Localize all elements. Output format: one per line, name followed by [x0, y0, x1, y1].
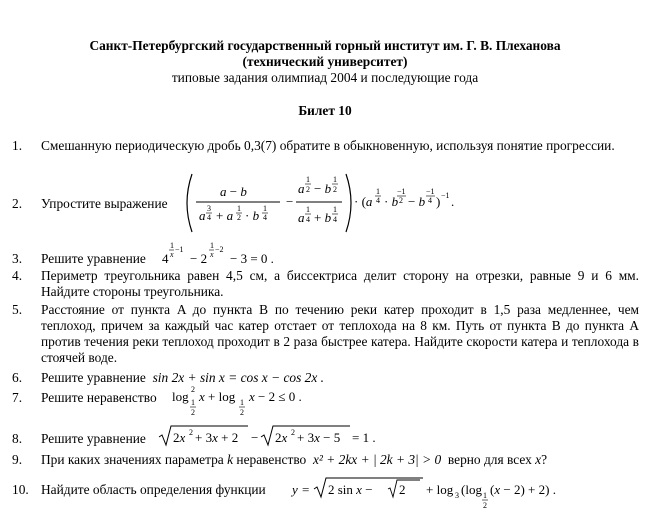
svg-text:· b: · b — [245, 208, 260, 223]
problem-9-line: При каких значениях параметра k неравенство x² + 2kx + | 2k + 3| > 0 верно для всех x? — [41, 452, 548, 467]
svg-text:2: 2 — [399, 482, 406, 497]
svg-text:2: 2 — [237, 213, 241, 222]
svg-text:−2: −2 — [215, 245, 224, 254]
svg-text:4: 4 — [376, 196, 380, 205]
svg-text:log: log — [172, 389, 189, 404]
problem-8-number: 8. — [12, 431, 23, 446]
svg-text:− b: − b — [408, 194, 426, 209]
problem-2-number: 2. — [12, 196, 23, 211]
svg-text:2 sin x −: 2 sin x − — [328, 482, 373, 497]
olympiad-caption: типовые задания олимпиад 2004 и последующие года — [171, 70, 479, 85]
svg-text:− 3 = 0 .: − 3 = 0 . — [230, 251, 274, 266]
svg-text:· (a: · (a — [354, 194, 373, 209]
svg-text:1: 1 — [240, 398, 244, 407]
svg-text:2: 2 — [191, 408, 195, 417]
svg-text:−1: −1 — [426, 187, 435, 196]
svg-text:1: 1 — [306, 175, 310, 184]
svg-text:+ log: + log — [208, 389, 236, 404]
svg-text:2: 2 — [189, 428, 193, 437]
svg-text:a: a — [298, 181, 305, 196]
problem-9-inequality: x² + 2kx + | 2k + 3| > 0 — [312, 452, 442, 467]
svg-text:x: x — [170, 250, 174, 259]
svg-text:2: 2 — [191, 385, 195, 394]
svg-text:− b: − b — [314, 181, 332, 196]
problem-9-number: 9. — [12, 452, 23, 467]
svg-text:1: 1 — [191, 398, 195, 407]
svg-text:): ) — [436, 194, 441, 209]
problem-3-text: Решите уравнение — [41, 251, 146, 266]
svg-text:2: 2 — [291, 428, 295, 437]
problem-1-text: Смешанную периодическую дробь 0,3(7) обратите в обыкновенную, используя понятие прогрессии. — [41, 138, 615, 153]
problem-3-equation — [160, 238, 280, 268]
svg-text:−: − — [286, 194, 294, 209]
svg-text:=: = — [302, 482, 310, 497]
svg-text:2: 2 — [399, 196, 403, 205]
ticket-title: Билет 10 — [298, 103, 352, 118]
svg-text:2: 2 — [333, 185, 337, 194]
svg-text:+ 3x − 5: + 3x − 5 — [297, 430, 341, 445]
svg-text:−1: −1 — [397, 187, 406, 196]
svg-text:1: 1 — [333, 205, 337, 214]
svg-text:= 1 .: = 1 . — [352, 430, 376, 445]
problem-7-number: 7. — [12, 390, 23, 405]
problem-2-text: Упростите выражение — [41, 196, 168, 211]
problem-10-number: 10. — [12, 482, 29, 497]
problem-5-text: Расстояние от пункта A до пункта B по течению реки катер проходит в 1,5 раза медленнее, чем теплоход, причем за каждый час катер отстает от теплохода на 8 км. Путь от пункта B до пункта A против течения реки теплоход проходит в 2 раза быстрее катера. Найдите скорости катера и теплохода в стоячей воде. — [41, 302, 639, 365]
problem-9-text: При каких значениях параметра — [41, 452, 224, 467]
problem-6-equation: sin 2x + sin x = cos x − cos 2x . — [152, 370, 324, 385]
svg-text:1: 1 — [306, 205, 310, 214]
svg-text:x − 2 ≤ 0 .: x − 2 ≤ 0 . — [249, 389, 302, 404]
svg-text:2: 2 — [483, 501, 487, 510]
svg-text:− 2: − 2 — [190, 251, 208, 266]
problem-9-text3: верно для всех — [447, 452, 532, 467]
problem-1-number: 1. — [12, 138, 23, 153]
svg-text:3: 3 — [207, 204, 211, 213]
svg-text:.: . — [451, 194, 455, 209]
svg-text:4: 4 — [333, 215, 337, 224]
svg-text:+ log: + log — [426, 482, 454, 497]
svg-text:4: 4 — [306, 215, 310, 224]
svg-text:+ b: + b — [314, 210, 332, 225]
svg-text:1: 1 — [263, 204, 267, 213]
problem-6-number: 6. — [12, 370, 23, 385]
problem-2-expression — [180, 170, 460, 236]
problem-8-text: Решите уравнение — [41, 431, 146, 446]
svg-text:4: 4 — [263, 213, 267, 222]
svg-text:a: a — [298, 210, 305, 225]
problem-7-inequality — [170, 383, 320, 423]
svg-text:3: 3 — [455, 491, 459, 500]
svg-text:+ a: + a — [216, 208, 234, 223]
svg-text:x: x — [199, 389, 205, 404]
problem-6-text: Решите уравнение — [41, 370, 146, 385]
svg-text:a: a — [199, 208, 206, 223]
svg-text:1: 1 — [483, 491, 487, 500]
svg-text:−1: −1 — [441, 191, 450, 200]
svg-text:2: 2 — [306, 185, 310, 194]
problem-7-text: Решите неравенство — [41, 390, 157, 405]
problem-10-function — [290, 474, 556, 510]
svg-text:4: 4 — [162, 251, 169, 266]
param-k: k — [227, 452, 234, 467]
university-subtitle: (технический университет) — [242, 54, 408, 69]
svg-text:2: 2 — [240, 408, 244, 417]
svg-text:+ 3x + 2: + 3x + 2 — [195, 430, 239, 445]
svg-text:· b: · b — [384, 194, 399, 209]
svg-text:1: 1 — [333, 175, 337, 184]
svg-text:a − b: a − b — [220, 184, 247, 199]
svg-text:2x: 2x — [275, 430, 288, 445]
svg-text:1: 1 — [237, 204, 241, 213]
svg-text:1: 1 — [170, 241, 174, 250]
svg-text:−1: −1 — [175, 245, 184, 254]
problem-3-number: 3. — [12, 251, 23, 266]
svg-text:2x: 2x — [173, 430, 186, 445]
problem-9-text2: неравенство — [236, 452, 307, 467]
svg-text:1: 1 — [210, 241, 214, 250]
problem-10-text: Найдите область определения функции — [41, 482, 266, 497]
svg-text:1: 1 — [376, 187, 380, 196]
problem-4-text: Периметр треугольника равен 4,5 см, а биссектриса делит сторону на отрезки, равные 9 и 6 мм. Найдите стороны треугольника. — [41, 268, 639, 299]
var-x: x — [535, 452, 542, 467]
svg-text:y: y — [292, 482, 298, 497]
svg-text:(log: (log — [461, 482, 482, 497]
svg-text:(x − 2) + 2) .: (x − 2) + 2) . — [490, 482, 556, 497]
problem-8-equation — [158, 424, 376, 448]
problem-4-number: 4. — [12, 268, 23, 283]
svg-text:x: x — [210, 250, 214, 259]
problem-6-line — [41, 370, 639, 386]
svg-text:4: 4 — [428, 196, 432, 205]
svg-text:4: 4 — [207, 213, 211, 222]
institute-title: Санкт-Петербургский государственный горный институт им. Г. В. Плеханова — [89, 38, 561, 53]
svg-text:−: − — [251, 430, 259, 445]
problem-5-number: 5. — [12, 302, 23, 317]
